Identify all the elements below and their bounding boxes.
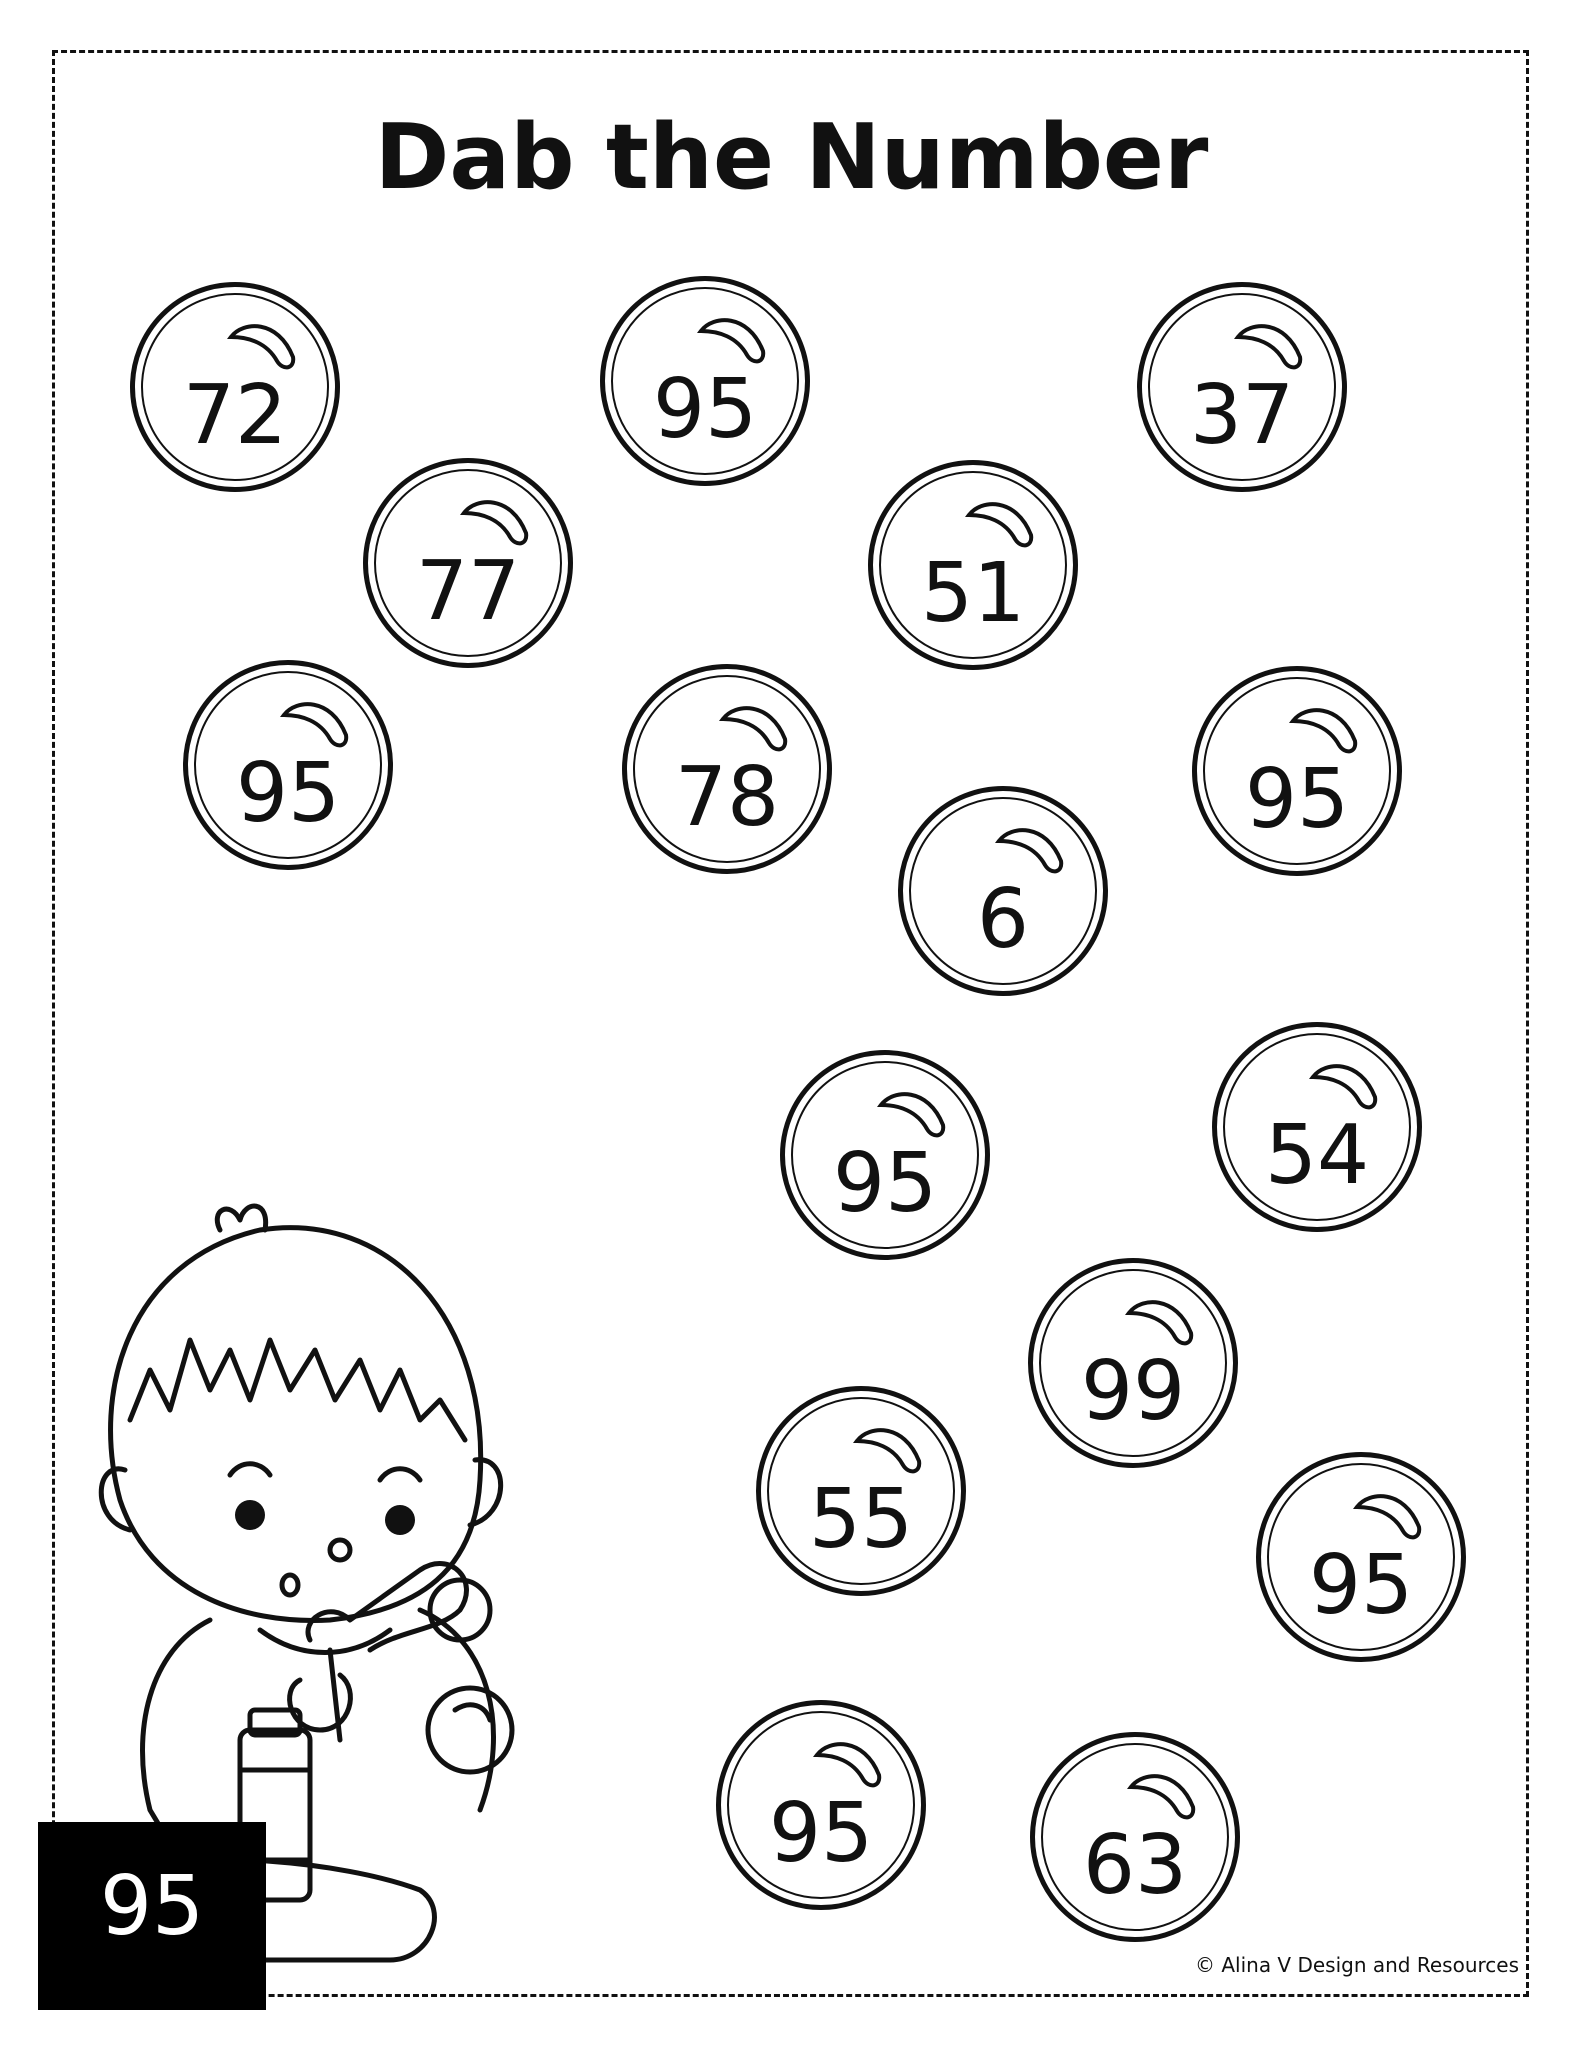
target-number: 95 (99, 1859, 205, 1954)
number-bubble[interactable] (1212, 1022, 1422, 1232)
number-bubble[interactable] (1030, 1732, 1240, 1942)
target-number-box (38, 1822, 266, 2010)
number-bubble[interactable] (898, 786, 1108, 996)
bubble-number: 6 (976, 872, 1030, 967)
number-bubble[interactable] (600, 276, 810, 486)
copyright-text: © Alina V Design and Resources (1194, 1953, 1519, 1977)
bubble-number: 95 (235, 746, 341, 841)
number-bubble[interactable] (756, 1386, 966, 1596)
bubble-number: 95 (1308, 1538, 1414, 1633)
bubble-number: 54 (1264, 1108, 1370, 1203)
bubble-number: 78 (674, 750, 780, 845)
page-title: Dab the Number (374, 105, 1209, 210)
number-bubble[interactable] (622, 664, 832, 874)
number-bubble[interactable] (130, 282, 340, 492)
number-bubble[interactable] (363, 458, 573, 668)
number-bubble[interactable] (716, 1700, 926, 1910)
bubble-number: 95 (652, 362, 758, 457)
bubble-number: 63 (1082, 1818, 1188, 1913)
bubble-number: 95 (832, 1136, 938, 1231)
number-bubble[interactable] (1192, 666, 1402, 876)
bubble-number: 51 (920, 546, 1026, 641)
bubble-number: 72 (182, 368, 288, 463)
number-bubble[interactable] (868, 460, 1078, 670)
number-bubble[interactable] (1028, 1258, 1238, 1468)
number-bubble[interactable] (1256, 1452, 1466, 1662)
bubble-number: 37 (1189, 368, 1295, 463)
number-bubble[interactable] (1137, 282, 1347, 492)
bubble-number: 99 (1080, 1344, 1186, 1439)
number-bubble[interactable] (780, 1050, 990, 1260)
number-bubble[interactable] (183, 660, 393, 870)
bubble-number: 95 (768, 1786, 874, 1881)
bubble-number: 55 (808, 1472, 914, 1567)
bubble-number: 77 (415, 544, 521, 639)
bubble-number: 95 (1244, 752, 1350, 847)
